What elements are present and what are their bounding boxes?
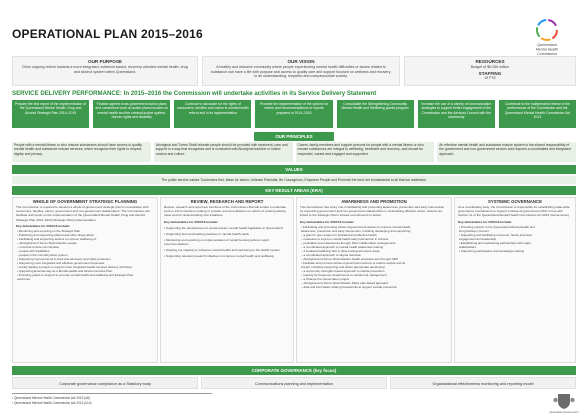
kra-heading-research: REVIEW, RESEARCH AND REPORT bbox=[190, 199, 264, 204]
kra-text: The Commission has a key role in facilitating and promoting awareness, prevention and early intervention by supporting government and non-government stakeholders in undertaking effective action. Actions are linked to the Strategic Plan's shared commitments to action. bbox=[300, 205, 445, 218]
kra-heading: KEY RESULT AREAS (KRA) bbox=[12, 186, 576, 195]
list-item: – Aboriginal and Torres Strait Islander health empowerment through NEP bbox=[301, 256, 398, 261]
sdp-item: Increase the use of a variety of communication strategies to support better engagement of the Commission and the Advisory Council with the community bbox=[418, 100, 495, 128]
sdp-row bbox=[12, 100, 576, 128]
values-heading: VALUES bbox=[12, 165, 576, 174]
list-item: – Aboriginal and Torres Strait Islander people bbox=[17, 240, 77, 245]
list-item: – population-level awareness through NGO collaborative arrangements bbox=[301, 240, 396, 245]
values-text: The public service values 'Customers first, Ideas for action, Unleash Potential, Be Courageous, Empower People and Promote the best' are fundamental to all that we undertake. bbox=[12, 176, 576, 184]
principles-row bbox=[12, 142, 576, 162]
list-item: – people with disabilities bbox=[17, 248, 50, 253]
kra-deliverables-heading: Key deliverables for 2015/16 include: bbox=[458, 219, 513, 224]
principles-heading: OUR PRINCIPLES bbox=[254, 132, 334, 141]
list-item: • Supporting more integrated and effective government responses bbox=[17, 261, 105, 266]
kra-column-governance bbox=[454, 197, 576, 363]
list-item: impact, including supporting and where appropriate developing: bbox=[301, 264, 386, 269]
list-item: – people in the criminal justice system bbox=[17, 252, 68, 257]
list-item: • Supporting and facilitating consumer, family and carer bbox=[459, 232, 533, 237]
kra-deliverables-heading: Key deliverables for 2015/16 include: bbox=[300, 219, 355, 224]
sdp-item: Consolidate the Strengthening Community Mental Health and Wellbeing grants program bbox=[337, 100, 414, 128]
principle-item: Aboriginal and Torres Strait Islander people should be provided with treatment, care and support in a way that recognises and is consistent with Aboriginal tradition or Island custom and culture. bbox=[154, 142, 293, 162]
purpose-text: Drive ongoing reform towards a more integrated, evidence-based, recovery-oriented mental health, drug and alcohol system within Queensland. bbox=[22, 65, 188, 74]
resources-box bbox=[404, 56, 576, 86]
resources-budget: Budget of $6.265 million bbox=[470, 65, 510, 69]
sdp-item: Prepare the first report of the implementation of the Queensland Mental Health, Drug and Alcohol Strategic Plan 2014–2019 bbox=[12, 100, 89, 128]
kra-text: Review, research and report are functions of the Commission that will enable it undertake work to inform decision making or provide recommendations on reform of existing activity, value and /or understanding new initiatives. bbox=[164, 205, 287, 218]
list-item: stakeholders bbox=[459, 244, 477, 249]
crest-text: Queensland Government bbox=[549, 411, 579, 414]
list-item: • Supporting Exercise day as a Mental Health and Alcohol services Plan bbox=[17, 269, 113, 274]
kra-text: As a coordinating body, the Commission is responsible for establishing state-wide governance mechanisms to support a whole-of-government effort in line with Section 11 of the Queensland Mental Health Commission Act 2013 (Governance) bbox=[458, 205, 570, 218]
list-item: Drug Advisory Council bbox=[459, 228, 489, 233]
list-item: – a Change the conversation project bbox=[301, 277, 350, 282]
principle-item: People with a mental illness or who misuse substances should have access to quality mental health and substance misuse services, which recognise their rights to respect, dignity and privacy. bbox=[12, 142, 151, 162]
kra-text: The Commission is required to develop a whole-of-government strategic plan in consultation with consumers, families, carers, government and non-government stakeholders. The Commission will facilitate and report on the implementation of the Queensland Mental Health, Drug and Alcohol Strategic Plan 2014–2019 (Strategic Plan) implementation. bbox=[16, 205, 150, 222]
list-item: – a community strengths based approach to suicide prevention bbox=[301, 269, 385, 274]
staffing-heading: STAFFING bbox=[478, 70, 502, 76]
crest-icon bbox=[549, 392, 579, 414]
government-crest bbox=[549, 392, 579, 414]
footnote-2: ² Queensland Mental Health Commission Act 2013 (s14) bbox=[12, 401, 92, 405]
list-item: • Supporting relevant research initiatives to improve mental health and wellbeing bbox=[164, 254, 274, 259]
list-item: • Facilitating and promoting whole-of-government actions to improve mental health bbox=[301, 224, 411, 229]
purpose-heading: OUR PURPOSE bbox=[88, 59, 122, 64]
vision-text: A healthy and inclusive community where people experiencing mental health difficulties or issues related to substance use have a life with purpose and access to quality care and support focused on wellness and recovery, in an understanding, empathic and compassionate society. bbox=[210, 65, 392, 79]
principle-item: Carers, family members and support persons for people with a mental illness or who misuse substances are integral to wellbeing, treatment and recovery; and should be respected, valued and engaged and supported. bbox=[296, 142, 435, 162]
logo-ring-icon bbox=[516, 14, 578, 60]
kra-column-awareness bbox=[296, 197, 452, 363]
list-item: • Establishing and maintaining partnerships with major bbox=[459, 240, 531, 245]
cg-row bbox=[12, 377, 576, 389]
cg-item: Organisational effectiveness monitoring and reporting model bbox=[390, 377, 576, 389]
list-item: – a plan for peer support in activated and effective health bbox=[301, 232, 377, 237]
list-item: awareness, prevention and early intervention, including developing and supporting: bbox=[301, 228, 412, 233]
page-title: OPERATIONAL PLAN 2015–2016 bbox=[12, 27, 203, 41]
kra-heading-planning: WHOLE OF GOVERNMENT STRATEGIC PLANNING bbox=[32, 199, 138, 204]
list-item: • Facilitating and supporting actions to improve wellbeing of: bbox=[17, 236, 97, 241]
list-item: • Supporting the development of contemporary mental health legislation in Queensland bbox=[164, 225, 283, 230]
kra-heading-awareness: AWARENESS AND PROMOTION bbox=[341, 199, 407, 204]
list-item: – rural and remote communities bbox=[17, 244, 60, 249]
logo-text-1: Queensland bbox=[537, 43, 557, 47]
list-item: • Scoping our capacity to influence mental health and well-being in the health system bbox=[164, 248, 280, 253]
list-item: – measures to improve mental health early intervention in schools bbox=[301, 236, 389, 241]
sdp-item: Promote the implementation of the options for reform and recommendations of reports prepared in 2014–2015 bbox=[255, 100, 332, 128]
kra-column-research bbox=[160, 197, 294, 363]
vision-heading: OUR VISION bbox=[287, 59, 315, 64]
sdp-heading: SERVICE DELIVERY PERFORMANCE: In 2015–2016 the Commission will undertake activities in its Service Delivery Statement bbox=[12, 90, 377, 97]
list-item: • Supporting best and leading practices in mental health cards bbox=[164, 231, 249, 236]
list-item: • Publishing and supporting shared and other drugs action bbox=[17, 232, 95, 237]
cg-item: Corporate governance compliance as a Statutory body bbox=[12, 377, 198, 389]
list-item: – a coordinated approach to mental health awareness training bbox=[301, 244, 384, 249]
cg-item: Communications planning and implementation bbox=[201, 377, 387, 389]
list-item: • Facilitate and promote whole-of-government actions to reduce suicide and its bbox=[301, 260, 406, 265]
list-item: • Supporting improvements in lived and advocacy and rights protection bbox=[17, 257, 111, 262]
kra-deliverables-heading: Key deliverables for 2015/16 include: bbox=[16, 223, 71, 228]
sdp-item: Finalise agreed cross government action plans and commence work on action plans focused on mental health and the criminal justice system, human rights and disability bbox=[93, 100, 170, 128]
logo-text-2: Mental Health bbox=[535, 47, 559, 52]
commission-logo bbox=[516, 14, 578, 60]
list-item: • Monitoring and reporting on implementation of social housing actions report recommendations bbox=[164, 237, 270, 247]
list-item: • Jointly leading a project to support more integrated health services delivery with Dept. bbox=[17, 265, 133, 270]
sdp-item: Contribute to the independent review of the performance of the Commission and the Queensland Mental Health Commission Act 2013 bbox=[499, 100, 576, 128]
list-item: • Providing support to the Queensland Mental Health and bbox=[459, 224, 535, 229]
kra-heading-governance: SYSTEMIC GOVERNANCE bbox=[488, 199, 542, 204]
list-item: outcomes bbox=[17, 277, 31, 282]
footnote-rule bbox=[12, 393, 212, 394]
list-item: – training for frequency departments to suicide risk management bbox=[301, 273, 387, 278]
resources-heading: RESOURCES bbox=[475, 59, 505, 64]
cg-heading: CORPORATE GOVERNANCE (key focus) bbox=[12, 366, 576, 375]
list-item: engagement and leadership bbox=[459, 236, 497, 241]
logo-text-3: Commission bbox=[537, 52, 557, 56]
list-item: – a localised wellbeing hub in three local government areas bbox=[301, 248, 380, 253]
list-item: • Providing grants to support to promote mental health and wellbeing and Strategic Plan bbox=[17, 273, 134, 278]
vision-box bbox=[202, 56, 400, 86]
list-item: – Aboriginal and Torres Strait Islander Place plan-based approach bbox=[301, 281, 389, 286]
kra-column-planning bbox=[12, 197, 158, 363]
list-item: • Supporting participation and knowledge sharing bbox=[459, 248, 525, 253]
principle-item: An effective mental health and substance misuse system is the shared responsibility of the government and non-government sectors and requires a coordinated and integrated approach. bbox=[437, 142, 576, 162]
list-item: – a coordinated approach to stigma reduction bbox=[301, 252, 362, 257]
footnote-1: ¹ Queensland Mental Health Commission Act 2013 (s8) bbox=[12, 396, 90, 400]
list-item: • Monitoring and reporting on the Strategic Plan bbox=[17, 228, 81, 233]
kra-deliverables-heading: Key deliverables for 2015/16 include: bbox=[164, 219, 219, 224]
sdp-item: Continue to advocate for the rights of consumers, families and carers in mental health reform and in its implementation bbox=[174, 100, 251, 128]
staffing-value: 19 FTE bbox=[484, 75, 496, 80]
purpose-box bbox=[12, 56, 198, 86]
principles-heading-row bbox=[12, 131, 576, 141]
list-item: – data and information sharing frameworks to support suicide prevention bbox=[301, 285, 398, 290]
